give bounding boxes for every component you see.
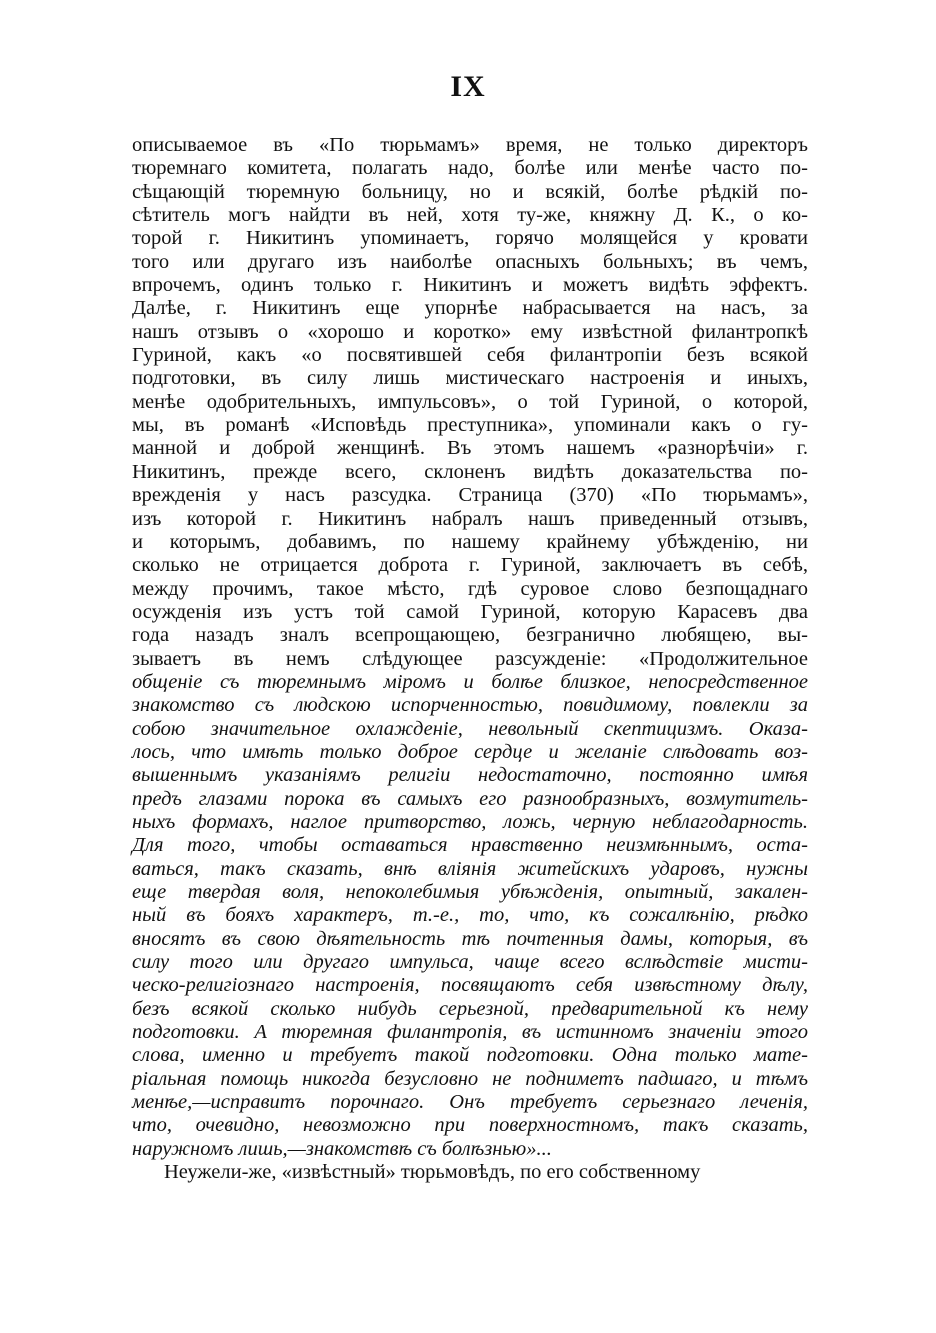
text-line: Далѣе, г. Никитинъ еще упорнѣе набрасывается на насъ, за (132, 297, 808, 320)
text-line: лось, что имѣть только доброе сердце и желаніе слѣдовать воз- (132, 740, 808, 763)
body-text (132, 134, 808, 1184)
text-line: ваться, такъ сказать, внѣ вліянія житейскихъ ударовъ, нужны (132, 857, 808, 880)
text-line: вносятъ въ свою дѣятельность тѣ почтенныя дамы, которыя, въ (132, 927, 808, 950)
text-line: Неужели-же, «извѣстный» тюрьмовѣдъ, по его собственному (164, 1161, 701, 1184)
text-line: сѣтитель могъ найдти въ ней, хотя ту-же, княжну Д. К., о ко- (132, 204, 808, 227)
text-line: подготовки, въ силу лишь мистическаго настроенія и иныхъ, (132, 367, 808, 390)
text-line: общеніе съ тюремнымъ міромъ и болѣе близкое, непосредственное (132, 670, 808, 693)
text-line: ный въ бояхъ характеръ, т.-е., то, что, къ сожалѣнію, рѣдко (132, 904, 808, 927)
text-line: между прочимъ, такое мѣсто, гдѣ суровое слово безпощаднаго (132, 577, 808, 600)
text-line: знакомство съ людскою испорченностью, повидимому, повлекли за (132, 694, 808, 717)
text-line: наружномъ лишь,—знакомствѣ съ болѣзнью»... (132, 1137, 552, 1160)
text-line: Для того, чтобы оставаться нравственно неизмѣннымъ, оста- (132, 834, 808, 857)
text-line: зываетъ въ немъ слѣдующее разсужденіе: «Продолжительное (132, 647, 808, 670)
text-line: сколько не отрицается доброта г. Гуриной, заключаетъ въ себѣ, (132, 554, 808, 577)
text-line: тюремнаго комитета, полагать надо, болѣе или менѣе часто по- (132, 157, 808, 180)
text-line: Гуриной, какъ «о посвятившей себя филантропіи безъ всякой (132, 344, 808, 367)
text-line: собою значительное охлажденіе, невольный скептицизмъ. Оказа- (132, 717, 808, 740)
text-line: и которымъ, добавимъ, по нашему крайнему убѣжденію, ни (132, 530, 808, 553)
page-number: IX (450, 70, 486, 103)
text-line: нашъ отзывъ о «хорошо и коротко» ему извѣстной филантропкѣ (132, 320, 808, 343)
text-line: ческо-религіознаго настроенія, посвящаютъ себя извѣстному дѣлу, (132, 974, 808, 997)
text-line: предъ глазами порока въ самыхъ его разнообразныхъ, возмутитель- (132, 787, 808, 810)
text-line: слова, именно и требуетъ такой подготовки. Одна только мате- (132, 1044, 808, 1067)
text-line: врежденія у насъ разсудка. Страница (370) «По тюрьмамъ», (132, 484, 808, 507)
text-line: вышеннымъ указаніямъ религіи недостаточно, постоянно имѣя (132, 764, 808, 787)
text-line: мы, въ романѣ «Исповѣдь преступника», упоминали какъ о гу- (132, 414, 808, 437)
text-line: безъ всякой сколько нибудь серьезной, предварительной къ нему (132, 997, 808, 1020)
text-line: что, очевидно, невозможно при поверхностномъ, такъ сказать, (132, 1114, 808, 1137)
text-line: изъ которой г. Никитинъ набралъ нашъ приведенный отзывъ, (132, 507, 808, 530)
text-line: описываемое въ «По тюрьмамъ» время, не только директоръ (132, 134, 808, 156)
text-line: торой г. Никитинъ упоминаетъ, горячо молящейся у кровати (132, 227, 808, 250)
text-line: Никитинъ, прежде всего, склоненъ видѣть доказательства по- (132, 460, 808, 483)
text-line: менѣе,—исправитъ порочнаго. Онъ требуетъ серьезнаго леченія, (132, 1091, 808, 1114)
text-line: осужденія изъ устъ той самой Гуриной, которую Карасевъ два (132, 600, 808, 623)
text-line: того или другаго изъ наиболѣе опасныхъ больныхъ; въ чемъ, (132, 250, 808, 273)
text-line: силу того или другаго импульса, чаще всего вслѣдствіе мисти- (132, 951, 808, 974)
text-line: еще твердая воля, непоколебимыя убѣжденія, опытный, закален- (132, 881, 808, 903)
text-line: года назадъ зналъ всепрощающею, безгранично любящею, вы- (132, 624, 808, 647)
text-line: впрочемъ, одинъ только г. Никитинъ и можетъ видѣть эффектъ. (132, 274, 808, 297)
text-line: сѣщающій тюремную больницу, но и всякій, болѣе рѣдкій по- (132, 180, 808, 203)
text-line: подготовки. А тюремная филантропія, въ истинномъ значеніи этого (132, 1021, 808, 1044)
text-line: манной и доброй женщинѣ. Въ этомъ нашемъ «разнорѣчіи» г. (132, 437, 808, 460)
text-line: ныхъ формахъ, наглое притворство, ложь, черную неблагодарность. (132, 810, 808, 833)
text-line: менѣе одобрительныхъ, импульсовъ», о той Гуриной, о которой, (132, 390, 808, 413)
text-line: ріальная помощь никогда безусловно не подниметъ падшаго, и тѣмъ (132, 1067, 808, 1090)
